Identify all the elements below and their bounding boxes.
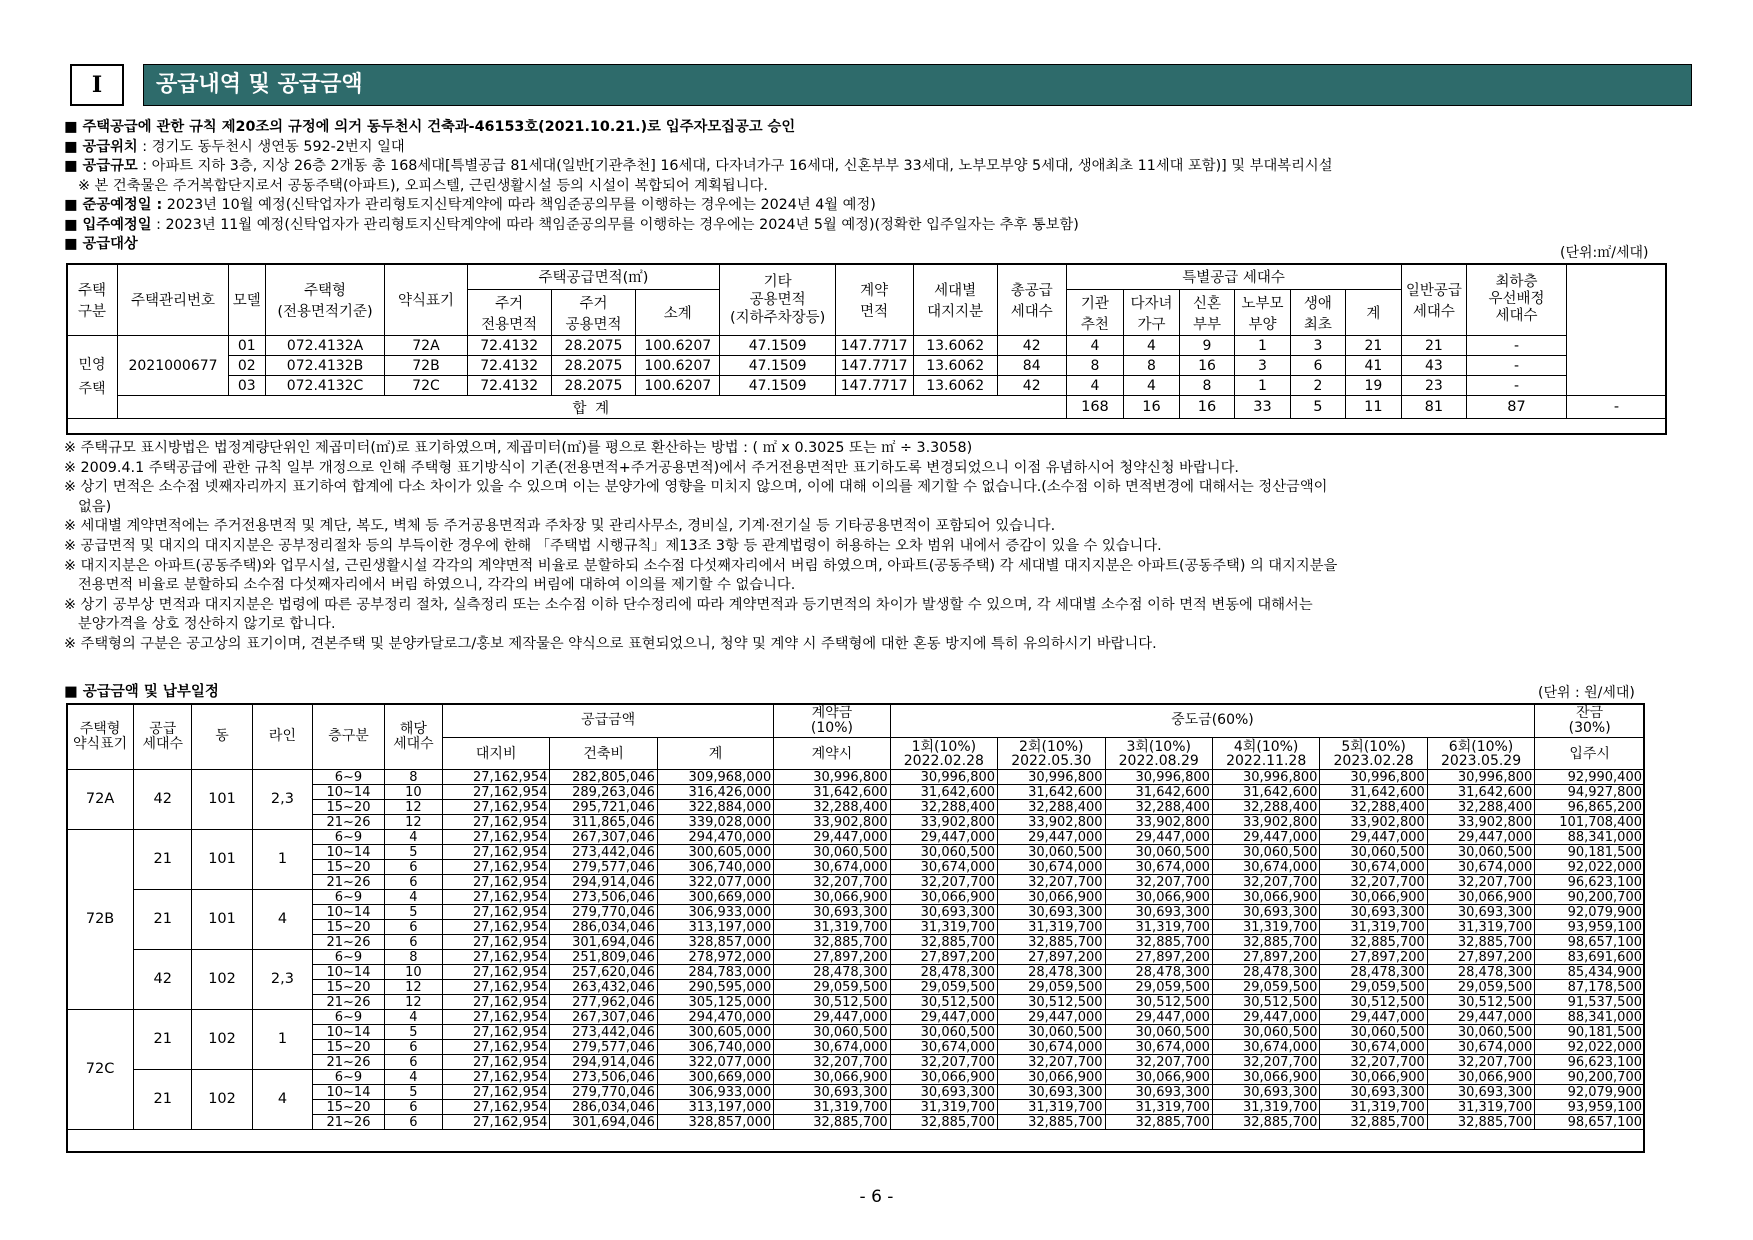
price-row: 42 102 2,3 6~9 8 27,162,954 251,809,046 278,972,000 27,897,200 27,897,200 27,897,200 27,897,200 27,897,200 27,897,200 27,897,200 83,691,600	[67, 950, 1645, 965]
price-row: 15~20 6 27,162,954 279,577,046 306,740,000 30,674,000 30,674,000 30,674,000 30,674,000 30,674,000 30,674,000 30,674,000 92,022,000	[67, 860, 1645, 875]
price-row: 21~26 6 27,162,954 294,914,046 322,077,000 32,207,700 32,207,700 32,207,700 32,207,700 32,207,700 32,207,700 32,207,700 96,623,100	[67, 1055, 1645, 1070]
note-line: ※ 세대별 계약면적에는 주거전용면적 및 계단, 복도, 벽체 등 주거공용면적과 주차장 및 관리사무소, 경비실, 기계·전기실 등 기타공용면적이 포함되어 있습니다.	[64, 518, 1056, 535]
price-row: 21~26 6 27,162,954 301,694,046 328,857,000 32,885,700 32,885,700 32,885,700 32,885,700 32,885,700 32,885,700 32,885,700 98,657,100	[67, 935, 1645, 950]
intro-line: ■ 준공예정일 : 2023년 10월 예정(신탁업자가 관리형토지신탁계약에 따라 책임준공의무를 이행하는 경우에는 2024년 4월 예정)	[64, 197, 876, 213]
price-row: 10~14 5 27,162,954 279,770,046 306,933,000 30,693,300 30,693,300 30,693,300 30,693,300 30,693,300 30,693,300 30,693,300 92,079,900	[67, 1085, 1645, 1100]
note-line: ※ 주택규모 표시방법은 법정계량단위인 제곱미터(㎡)로 표기하였으며, 제곱미터(㎡)를 평으로 환산하는 방법 : ( ㎡ x 0.3025 또는 ㎡ ÷ 3.3058)	[64, 440, 973, 456]
price-row: 10~14 5 27,162,954 273,442,046 300,605,000 30,060,500 30,060,500 30,060,500 30,060,500 30,060,500 30,060,500 30,060,500 90,181,500	[67, 845, 1645, 860]
price-row: 21~26 12 27,162,954 277,962,046 305,125,000 30,512,500 30,512,500 30,512,500 30,512,500 30,512,500 30,512,500 30,512,500 91,537,500	[67, 995, 1645, 1010]
supply-row: 03 072.4132C 72C 72.4132 28.2075 100.6207 47.1509 147.7717 13.6062 42 4 4 8 1 2 19 23 -	[67, 376, 1667, 396]
intro-line: ■ 공급위치 : 경기도 동두천시 생연동 592-2번지 일대	[64, 138, 405, 155]
note-line: ※ 상기 면적은 소수점 넷째자리까지 표기하여 합계에 다소 차이가 있을 수 있으며 이는 분양가에 영향을 미치지 않으며, 이에 대해 이의를 제기할 수 없습니다.(소수점 이하 면적변경에 대해서는 정산금액이	[64, 479, 1328, 496]
note-line: ※ 공급면적 및 대지의 대지지분은 공부정리절차 등의 부득이한 경우에 한해 「주택법 시행규칙」제13조 3항 등 관계법령이 허용하는 오차 범위 내에서 증감이 있을 수 있습니다.	[64, 537, 1162, 554]
price-row: 15~20 6 27,162,954 286,034,046 313,197,000 31,319,700 31,319,700 31,319,700 31,319,700 31,319,700 31,319,700 31,319,700 93,959,100	[67, 920, 1645, 935]
note-line: 분양가격을 상호 정산하지 않기로 합니다.	[78, 616, 336, 633]
unit-label-price: (단위 : 원/세대)	[1538, 685, 1635, 701]
price-row: 21~26 6 27,162,954 294,914,046 322,077,000 32,207,700 32,207,700 32,207,700 32,207,700 32,207,700 32,207,700 32,207,700 96,623,100	[67, 875, 1645, 890]
section-title: 공급내역 및 공급금액	[143, 64, 1692, 106]
price-section-title: ■ 공급금액 및 납부일정	[64, 684, 219, 700]
price-row: 10~14 10 27,162,954 289,263,046 316,426,000 31,642,600 31,642,600 31,642,600 31,642,600 31,642,600 31,642,600 31,642,600 94,927,800	[67, 785, 1645, 800]
intro-line: ※ 본 건축물은 주거복합단지로서 공동주택(아파트), 오피스텔, 근린생활시설 등의 시설이 복합되어 계획됩니다.	[78, 177, 768, 194]
price-row: 21 101 4 6~9 4 27,162,954 273,506,046 300,669,000 30,066,900 30,066,900 30,066,900 30,066,900 30,066,900 30,066,900 30,066,900 90,200,700	[67, 890, 1645, 905]
supply-row: 민영 주택 2021000677 01 072.4132A 72A 72.4132 28.2075 100.6207 47.1509 147.7717 13.6062 42 4 4 9 1 3 21 21 -	[67, 336, 1667, 356]
note-line: 없음)	[78, 498, 112, 515]
section-header	[70, 64, 1692, 106]
price-row: 72A 42 101 2,3 6~9 8 27,162,954 282,805,046 309,968,000 30,996,800 30,996,800 30,996,800 30,996,800 30,996,800 30,996,800 30,996,800 92,990,400	[67, 770, 1645, 785]
note-line: ※ 주택형의 구분은 공고상의 표기이며, 견본주택 및 분양카달로그/홍보 제작물은 약식으로 표현되었으니, 청약 및 계약 시 주택형에 대한 혼동 방지에 특히 유의하시기 바랍니다.	[64, 635, 1157, 652]
page-number: - 6 -	[859, 1187, 894, 1207]
intro-line: ■ 주택공급에 관한 규칙 제20조의 규정에 의거 동두천시 건축과-46153호(2021.10.21.)로 입주자모집공고 승인	[64, 119, 796, 135]
intro-notes	[64, 118, 1704, 255]
price-row: 15~20 12 27,162,954 263,432,046 290,595,000 29,059,500 29,059,500 29,059,500 29,059,500 29,059,500 29,059,500 29,059,500 87,178,500	[67, 980, 1645, 995]
unit-label-area: (단위:㎡/세대)	[1560, 245, 1649, 261]
note-line: 전용면적 비율로 분할하되 소수점 다섯째자리에서 버림 하였으니, 각각의 버림에 대하여 이의를 제기할 수 없습니다.	[78, 577, 796, 594]
price-row: 10~14 5 27,162,954 273,442,046 300,605,000 30,060,500 30,060,500 30,060,500 30,060,500 30,060,500 30,060,500 30,060,500 90,181,500	[67, 1025, 1645, 1040]
note-line: ※ 상기 공부상 면적과 대지지분은 법령에 따른 공부정리 절차, 실측정리 또는 소수점 이하 단수정리에 따라 계약면적과 등기면적의 차이가 발생할 수 있으며, 각 세대별 소수점 이하 면적 변동에 대해서는	[64, 596, 1313, 613]
price-row: 72C 21 102 1 6~9 4 27,162,954 267,307,046 294,470,000 29,447,000 29,447,000 29,447,000 29,447,000 29,447,000 29,447,000 29,447,000 88,341,000	[67, 1010, 1645, 1025]
intro-line: ■ 공급대상	[64, 236, 138, 252]
note-line: ※ 대지지분은 아파트(공동주택)와 업무시설, 근린생활시설 각각의 계약면적 비율로 분할하되 소수점 다섯째자리에서 버림 하였으며, 아파트(공동주택) 각 세대별 대지지분은 아파트(공동주택) 의 대지지분을	[64, 557, 1338, 574]
section-number: Ⅰ	[70, 64, 124, 106]
price-row: 21~26 12 27,162,954 311,865,046 339,028,000 33,902,800 33,902,800 33,902,800 33,902,800 33,902,800 33,902,800 33,902,800 101,708,400	[67, 815, 1645, 830]
price-row: 10~14 5 27,162,954 279,770,046 306,933,000 30,693,300 30,693,300 30,693,300 30,693,300 30,693,300 30,693,300 30,693,300 92,079,900	[67, 905, 1645, 920]
supply-table: 주택 구분 주택관리번호 모델 주택형 (전용면적기준) 약식표기 주택공급면적(㎡) 기타 공용면적 (지하주차장등) 계약 면적 세대별 대지지분 총공급 세대수 특별공급 세대수 일반공급 세대수 최하층 우선배정 세대수 주거 전용면적 주거 공용면적 소계 기관 추천 다자녀 가구 신혼 부부 노부모 부양 생애 최초 계 민영 주택 2021000677 01 072.4132A 72A 72.4132 28.2075 100.6207 47.1509 147.7717 13.6062 42 4 4 9 1 3 21 21 - 02 072.4132B 72B 72.4132 28.2075 100.6207 47.1509 147.7717 13.6062 84 8 8 16 3 6 41 43 - 03 072.4132C 72C 72.4132 28.2075 100.6207 47.1509 147.7717 13.6062 42 4 4 8 1 2 19 23 - 합 계 168 16 16 33 5 11 81 87 -	[66, 263, 1667, 419]
price-row: 72B 21 101 1 6~9 4 27,162,954 267,307,046 294,470,000 29,447,000 29,447,000 29,447,000 29,447,000 29,447,000 29,447,000 29,447,000 88,341,000	[67, 830, 1645, 845]
price-row: 21~26 6 27,162,954 301,694,046 328,857,000 32,885,700 32,885,700 32,885,700 32,885,700 32,885,700 32,885,700 32,885,700 98,657,100	[67, 1115, 1645, 1130]
intro-line: ■ 입주예정일 : 2023년 11월 예정(신탁업자가 관리형토지신탁계약에 따라 책임준공의무를 이행하는 경우에는 2024년 5월 예정)(정확한 입주일자는 추후 통보함)	[64, 216, 1079, 233]
area-notes	[64, 439, 1704, 655]
price-row: 15~20 12 27,162,954 295,721,046 322,884,000 32,288,400 32,288,400 32,288,400 32,288,400 32,288,400 32,288,400 32,288,400 96,865,200	[67, 800, 1645, 815]
price-row: 10~14 10 27,162,954 257,620,046 284,783,000 28,478,300 28,478,300 28,478,300 28,478,300 28,478,300 28,478,300 28,478,300 85,434,900	[67, 965, 1645, 980]
supply-row: 02 072.4132B 72B 72.4132 28.2075 100.6207 47.1509 147.7717 13.6062 84 8 8 16 3 6 41 43 -	[67, 356, 1667, 376]
price-table: 주택형 약식표기 공급 세대수 동 라인 층구분 해당 세대수 공급금액 계약금 (10%) 중도금(60%) 잔금 (30%) 대지비 건축비 계 계약시 1회(10%) 2022.02.28 2회(10%) 2022.05.30 3회(10%) 2022.08.29 4회(10%) 2022.11.28 5회(10%) 2023.02.28 6회(10%) 2023.05.29 입주시 72A 42 101 2,3 6~9 8 27,162,954 282,805,046 309,968,000 30,996,800 30,996,800 30,996,800 30,996,800 30,996,800 30,996,800 30,996,800 92,990,400 10~14 10 27,162,954 289,263,046 316,426,000 31,642,600 31,642,600 31,642,600 31,642,600 31,642,600 31,642,600 31,642,600 94,927,800 15~20 12 27,162,954 295,721,046 322,884,000 32,288,400 32,288,400 32,288,400 32,288,400 32,288,400 32,288,400 32,288,400 96,865,200 21~26 12 27,162,954 311,865,046 339,028,000 33,902,800 33,902,800 33,902,800 33,902,800 33,902,800 33,902,800 33,902,800 101,708,400 72B 21 101 1 6~9 4 27,162,954 267,307,046 294,470,000 29,447,000 29,447,000 29,447,000 29,447,000 29,447,000 29,447,000 29,447,000 88,341,000 10~14 5 27,162,954 273,442,046 300,605,000 30,060,500 30,060,500 30,060,500 30,060,500 30,060,500 30,060,500 30,060,500 90,181,500 15~20 6 27,162,954 279,577,046 306,740,000 30,674,000 30,674,000 30,674,000 30,674,000 30,674,000 30,674,000 30,674,000 92,022,000 21~26 6 27,162,954 294,914,046 322,077,000 32,207,700 32,207,700 32,207,700 32,207,700 32,207,700 32,207,700 32,207,700 96,623,100 21 101 4 6~9 4 27,162,954 273,506,046 300,669,000 30,066,900 30,066,900 30,066,900 30,066,900 30,066,900 30,066,900 30,066,900 90,200,700 10~14 5 27,162,954 279,770,046 306,933,000 30,693,300 30,693,300 30,693,300 30,693,300 30,693,300 30,693,300 30,693,300 92,079,900 15~20 6 27,162,954 286,034,046 313,197,000 31,319,700 31,319,700 31,319,700 31,319,700 31,319,700 31,319,700 31,319,700 93,959,100 21~26 6 27,162,954 301,694,046 328,857,000 32,885,700 32,885,700 32,885,700 32,885,700 32,885,700 32,885,700 32,885,700 98,657,100 42 102 2,3 6~9 8 27,162,954 251,809,046 278,972,000 27,897,200 27,897,200 27,897,200 27,897,200 27,897,200 27,897,200 27,897,200 83,691,600 10~14 10 27,162,954 257,620,046 284,783,000 28,478,300 28,478,300 28,478,300 28,478,300 28,478,300 28,478,300 28,478,300 85,434,900 15~20 12 27,162,954 263,432,046 290,595,000 29,059,500 29,059,500 29,059,500 29,059,500 29,059,500 29,059,500 29,059,500 87,178,500 21~26 12 27,162,954 277,962,046 305,125,000 30,512,500 30,512,500 30,512,500 30,512,500 30,512,500 30,512,500 30,512,500 91,537,500 72C 21 102 1 6~9 4 27,162,954 267,307,046 294,470,000 29,447,000 29,447,000 29,447,000 29,447,000 29,447,000 29,447,000 29,447,000 88,341,000 10~14 5 27,162,954 273,442,046 300,605,000 30,060,500 30,060,500 30,060,500 30,060,500 30,060,500 30,060,500 30,060,500 90,181,500 15~20 6 27,162,954 279,577,046 306,740,000 30,674,000 30,674,000 30,674,000 30,674,000 30,674,000 30,674,000 30,674,000 92,022,000 21~26 6 27,162,954 294,914,046 322,077,000 32,207,700 32,207,700 32,207,700 32,207,700 32,207,700 32,207,700 32,207,700 96,623,100 21 102 4 6~9 4 27,162,954 273,506,046 300,669,000 30,066,900 30,066,900 30,066,900 30,066,900 30,066,900 30,066,900 30,066,900 90,200,700 10~14 5 27,162,954 279,770,046 306,933,000 30,693,300 30,693,300 30,693,300 30,693,300 30,693,300 30,693,300 30,693,300 92,079,900 15~20 6 27,162,954 286,034,046 313,197,000 31,319,700 31,319,700 31,319,700 31,319,700 31,319,700 31,319,700 31,319,700 93,959,100 21~26 6 27,162,954 301,694,046 328,857,000 32,885,700 32,885,700 32,885,700 32,885,700 32,885,700 32,885,700 32,885,700 98,657,100	[66, 703, 1645, 1130]
price-row: 15~20 6 27,162,954 286,034,046 313,197,000 31,319,700 31,319,700 31,319,700 31,319,700 31,319,700 31,319,700 31,319,700 93,959,100	[67, 1100, 1645, 1115]
intro-line: ■ 공급규모 : 아파트 지하 3층, 지상 26층 2개동 총 168세대[특별공급 81세대(일반[기관추천] 16세대, 다자녀가구 16세대, 신혼부부 33세대, 노부모부양 5세대, 생애최초 11세대 포함)] 및 부대복리시설	[64, 158, 1333, 174]
note-line: ※ 2009.4.1 주택공급에 관한 규칙 일부 개정으로 인해 주택형 표기방식이 기존(전용면적+주거공용면적)에서 주거전용면적만 표기하도록 변경되었으니 이점 유념하시어 청약신청 바랍니다.	[64, 459, 1239, 476]
price-row: 21 102 4 6~9 4 27,162,954 273,506,046 300,669,000 30,066,900 30,066,900 30,066,900 30,066,900 30,066,900 30,066,900 30,066,900 90,200,700	[67, 1070, 1645, 1085]
supply-sum-row: 합 계 168 16 16 33 5 11 81 87 -	[67, 396, 1667, 419]
price-row: 15~20 6 27,162,954 279,577,046 306,740,000 30,674,000 30,674,000 30,674,000 30,674,000 30,674,000 30,674,000 30,674,000 92,022,000	[67, 1040, 1645, 1055]
